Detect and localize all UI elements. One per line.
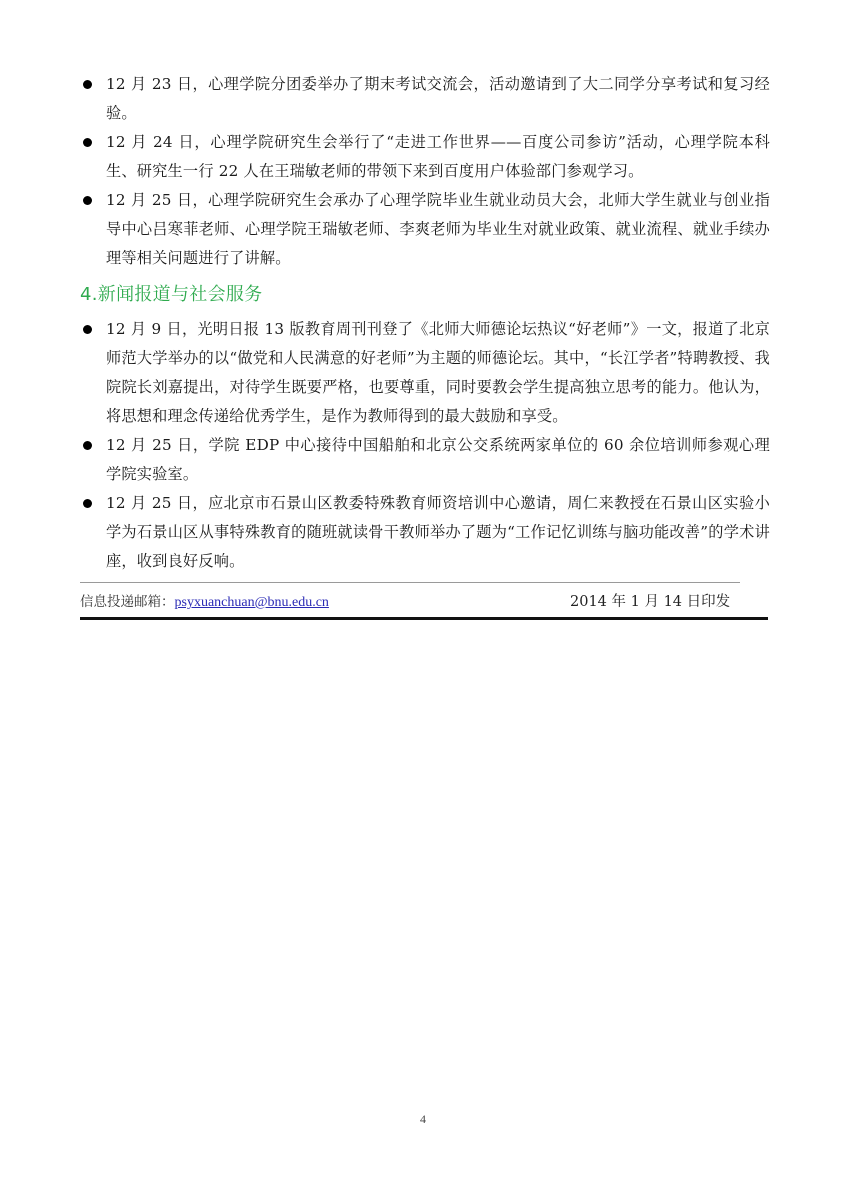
list-item-text: 12 月 25 日，学院 EDP 中心接待中国船舶和北京公交系统两家单位的 60 余位培训师参观心理学院实验室。	[106, 436, 770, 483]
list-item-text: 12 月 23 日，心理学院分团委举办了期末考试交流会，活动邀请到了大二同学分享考试和复习经验。	[106, 75, 770, 122]
list-item	[80, 128, 770, 186]
email-block	[80, 585, 329, 620]
list-item	[80, 70, 770, 128]
page-content	[80, 70, 770, 576]
email-label: 信息投递邮箱：	[80, 594, 175, 610]
list-item	[80, 315, 770, 431]
bullet-icon	[83, 325, 92, 334]
list-item-text: 12 月 25 日，应北京市石景山区教委特殊教育师资培训中心邀请，周仁来教授在石景山区实验小学为石景山区从事特殊教育的随班就读骨干教师举办了题为“工作记忆训练与脑功能改善”的学术讲座，收到良好反响。	[106, 494, 770, 570]
document-footer	[80, 582, 770, 620]
list-item-text: 12 月 24 日，心理学院研究生会举行了“走进工作世界——百度公司参访”活动，心理学院本科生、研究生一行 22 人在王瑞敏老师的带领下来到百度用户体验部门参观学习。	[106, 133, 770, 180]
list-item	[80, 489, 770, 576]
student-activities-list	[80, 70, 770, 273]
list-item	[80, 186, 770, 273]
issue-date: 2014 年 1 月 14 日印发	[570, 594, 731, 610]
bullet-icon	[83, 196, 92, 205]
bullet-icon	[83, 499, 92, 508]
bullet-icon	[83, 441, 92, 450]
footer-row	[80, 583, 770, 617]
bullet-icon	[83, 138, 92, 147]
section-heading-news: 4.新闻报道与社会服务	[80, 284, 263, 305]
bullet-icon	[83, 80, 92, 89]
list-item-text: 12 月 25 日，心理学院研究生会承办了心理学院毕业生就业动员大会，北师大学生就业与创业指导中心吕寒菲老师、心理学院王瑞敏老师、李爽老师为毕业生对就业政策、就业流程、就业手续办理等相关问题进行了讲解。	[106, 191, 770, 267]
page-number: 4	[420, 1112, 426, 1126]
email-link[interactable]: psyxuanchuan@bnu.edu.cn	[174, 595, 329, 610]
list-item	[80, 431, 770, 489]
news-service-list	[80, 315, 770, 576]
list-item-text: 12 月 9 日，光明日报 13 版教育周刊刊登了《北师大师德论坛热议“好老师”》一文，报道了北京师范大学举办的以“做党和人民满意的好老师”为主题的师德论坛。其中，“长江学者”特聘教授、我院院长刘嘉提出，对待学生既要严格，也要尊重，同时要教会学生提高独立思考的能力。他认为，将思想和理念传递给优秀学生，是作为教师得到的最大鼓励和享受。	[106, 320, 770, 425]
